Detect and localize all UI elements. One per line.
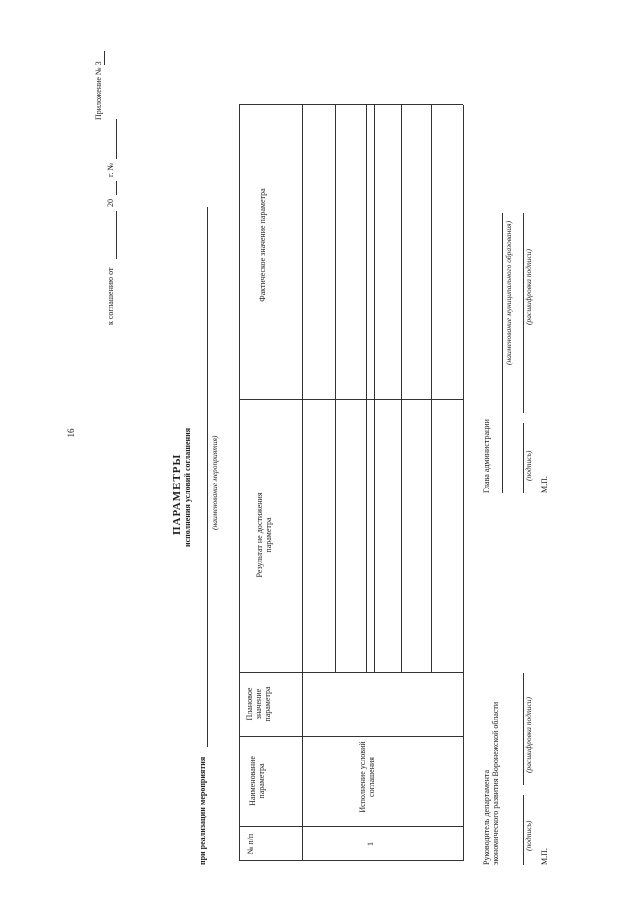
document-subtitle: исполнения условий соглашения (183, 427, 192, 547)
header-param-name: Наименование параметра (248, 756, 266, 806)
table-border-right (239, 104, 463, 105)
table-border-top (239, 105, 240, 861)
header-actual-value: Фактическое значение параметра (258, 188, 267, 302)
table-subrow-line (374, 105, 375, 673)
rotated-document (90, 45, 550, 865)
row-number: 1 (366, 842, 375, 846)
table-col-divider (239, 826, 463, 827)
right-sign-caption: (подпись) (524, 450, 533, 481)
table-col-divider (239, 672, 463, 673)
agreement-number-line (116, 119, 117, 159)
left-sign-caption: (подпись) (524, 820, 533, 851)
document-title: ПАРАМЕТРЫ (171, 453, 183, 535)
table-col-divider (239, 736, 463, 737)
table-border-bottom (463, 105, 464, 861)
event-caption: (наименование мероприятия) (210, 435, 219, 530)
agreement-year: 20 (106, 199, 115, 207)
agreement-number-label: г. № (106, 162, 115, 177)
appendix-label: Приложение № 3 (94, 61, 103, 120)
header-result: Результат не достижения параметра (255, 492, 273, 578)
header-planned-value: Плановое значение параметра (245, 686, 272, 722)
header-number: № п/п (246, 833, 255, 855)
agreement-date-line (116, 211, 117, 259)
left-signer-title-2: экономического развития Воронежской области (491, 701, 500, 865)
table-header-separator (302, 105, 303, 861)
row-param-name: Исполнение условий соглашения (358, 741, 376, 813)
table-subrow-line (335, 105, 336, 673)
table-subrow-line (366, 105, 367, 673)
left-seal: М.П. (540, 848, 549, 865)
event-prefix: при реализации мероприятия (198, 756, 207, 865)
left-decode-caption: (расшифровка подписи) (524, 696, 533, 773)
page-number: 16 (66, 428, 76, 438)
agreement-prefix: к соглашению от (106, 267, 115, 325)
right-seal: М.П. (540, 476, 549, 493)
table-border-left (239, 860, 463, 861)
table-col-divider (239, 399, 463, 400)
appendix-number-line (104, 51, 105, 65)
right-org-caption: (наименование муниципального образования) (504, 220, 513, 365)
table-subrow-line (431, 105, 432, 673)
agreement-year-line (116, 181, 117, 195)
right-signer-title: Глава администрации (482, 419, 491, 493)
event-name-line (207, 207, 208, 747)
table-subrow-line (401, 105, 402, 673)
right-org-line (502, 213, 503, 493)
right-decode-caption: (расшифровка подписи) (524, 248, 533, 325)
left-signer-title-1: Руководитель департамента (482, 770, 491, 865)
